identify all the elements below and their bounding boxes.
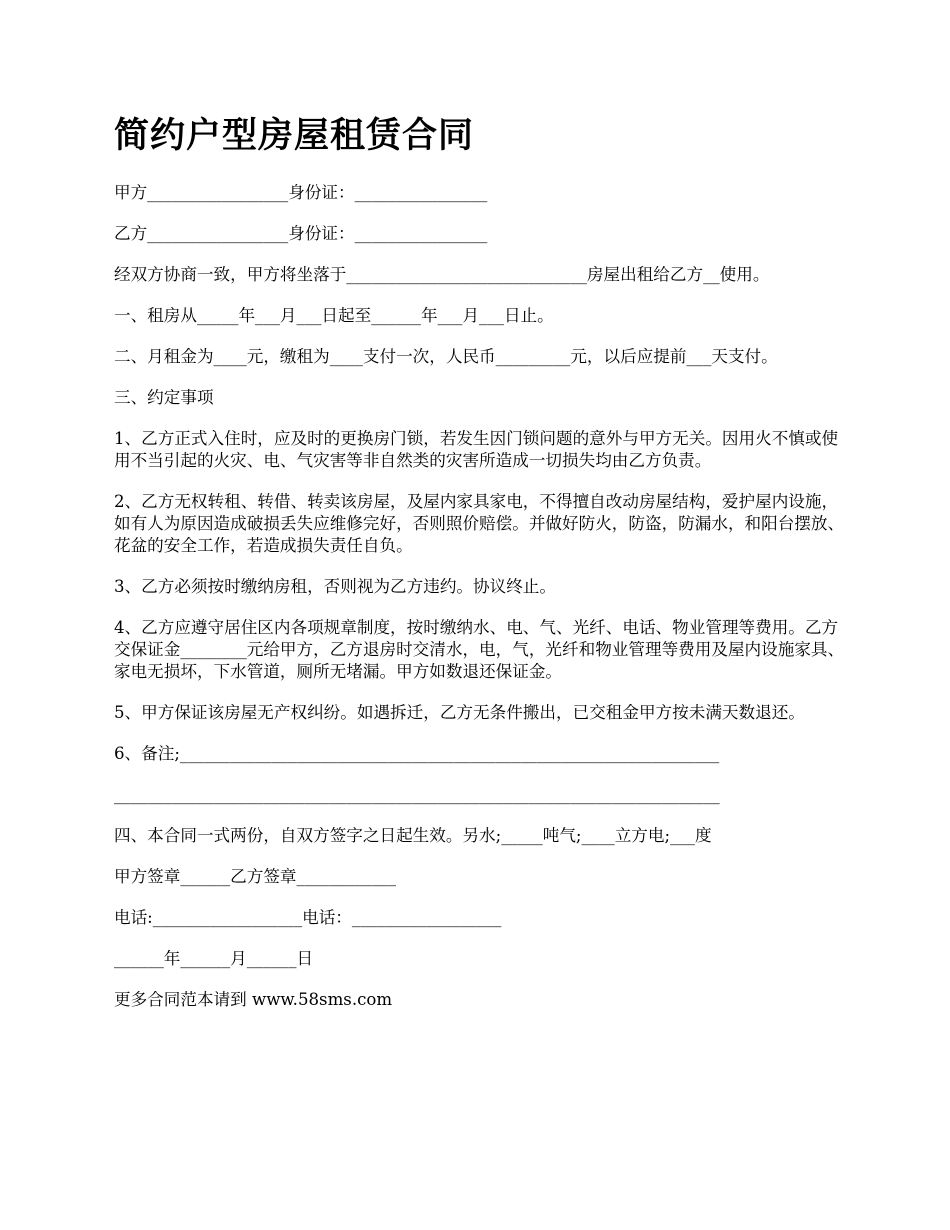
- rent-payment: 二、月租金为____元，缴租为____支付一次，人民币_________元，以后应提前___天支付。: [114, 347, 778, 366]
- phone-line: 电话:__________________电话：__________________: [114, 908, 502, 927]
- term-3: 3、乙方必须按时缴纳房租，否则视为乙方违约。协议终止。: [114, 577, 556, 596]
- party-a-line: 甲方_________________身份证：________________: [114, 183, 488, 202]
- term-4: 4、乙方应遵守居住区内各项规章制度，按时缴纳水、电、气、光纤、电话、物业管理等费用。乙方交保证金________元给甲方，乙方退房时交清水，电，气，光纤和物业管理等费用及屋内设施家具、家电无损坏，下水管道，厕所无堵漏。甲方如数退还保证金。: [114, 618, 845, 681]
- section-heading-terms: 三、约定事项: [114, 388, 214, 407]
- document-page: [114, 112, 854, 1030]
- term-6-remarks: 6、备注;_________________________________________________________________: [114, 744, 720, 763]
- term-5: 5、甲方保证该房屋无产权纠纷。如遇拆迁，乙方无条件搬出，已交租金甲方按未满天数退还。: [114, 703, 805, 722]
- document-title: 简约户型房屋租赁合同: [114, 116, 475, 156]
- term-2: 2、乙方无权转租、转借、转卖该房屋，及屋内家具家电，不得擅自改动房屋结构，爱护屋内设施，如有人为原因造成破损丢失应维修完好，否则照价赔偿。并做好防火，防盗，防漏水，和阳台摆放、花盆的安全工作，若造成损失责任自负。: [114, 492, 845, 555]
- agreement-intro: 经双方协商一致，甲方将坐落于_____________________________房屋出租给乙方__使用。: [114, 265, 770, 284]
- rental-period: 一、租房从_____年___月___日起至______年___月___日止。: [114, 306, 554, 325]
- footer-note: 更多合同范本请到 www.58sms.com: [114, 990, 393, 1009]
- term-1: 1、乙方正式入住时，应及时的更换房门锁，若发生因门锁问题的意外与甲方无关。因用火不慎或使用不当引起的火灾、电、气灾害等非自然类的灾害所造成一切损失均由乙方负责。: [114, 429, 839, 470]
- party-b-line: 乙方_________________身份证：________________: [114, 224, 488, 243]
- section-four-effective: 四、本合同一式两份，自双方签字之日起生效。另水;_____吨气;____立方电;___度: [114, 826, 712, 845]
- remarks-continuation-line: _________________________________________________________________________: [114, 785, 720, 804]
- signature-line: 甲方签章______乙方签章____________: [114, 867, 397, 886]
- date-line: ______年______月______日: [114, 949, 314, 968]
